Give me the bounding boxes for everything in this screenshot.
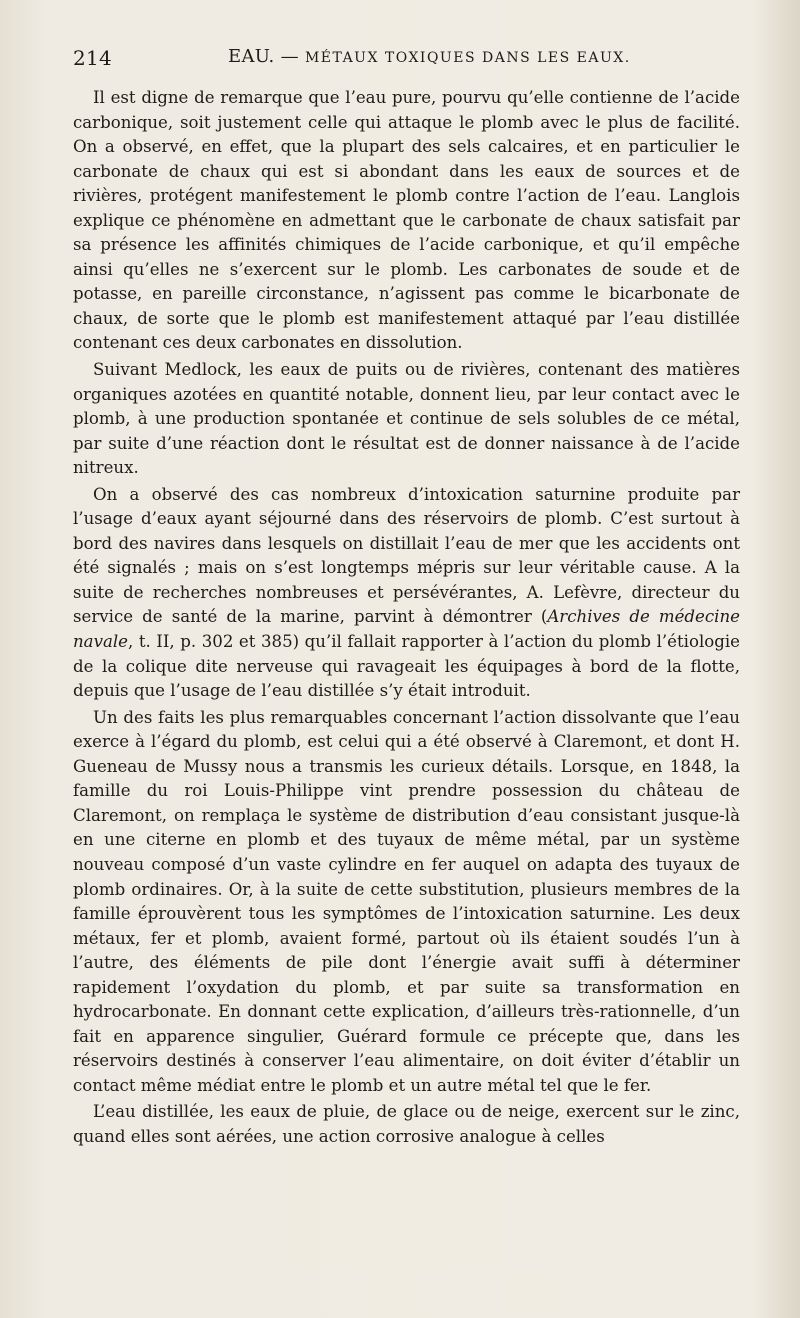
paragraph-carbonic-acid: Il est digne de remarque que l’eau pure, pourvu qu’elle contienne de l’acide carbonique, soit justement celle qui attaque le plomb avec le plus de facilité. On a observé, en effet, que la plupart des sels calcaires, et en particulier le carbonate de chaux qui est si abondant dans les eaux de sources et de rivières, protégent manifestement le plomb contre l’action de l’eau. Langlois explique ce phénomène en admettant que le carbonate de chaux satisfait par sa présence les affinités chimiques de l’acide carbonique, et qu’il empêche ainsi qu’elles ne s’exercent sur le plomb. Les carbonates de soude et de potasse, en pareille circonstance, n’agissent pas comme le bicarbonate de chaux, de sorte que le plomb est manifestement attaqué par l’eau distillée contenant ces deux carbonates en dissolution. [73,88,740,353]
paragraph-zinc: L’eau distillée, les eaux de pluie, de glace ou de neige, exercent sur le zinc, quand elles sont aérées, une action corrosive analogue à celles [73,1102,740,1146]
paragraph-claremont: Un des faits les plus remarquables concernant l’action dissolvante que l’eau exerce à l’égard du plomb, est celui qui a été observé à Claremont, et dont H. Gueneau de Mussy nous a transmis les curieux détails. Lorsque, en 1848, la famille du roi Louis-Philippe vint prendre possession du château de Claremont, on remplaça le système de distribution d’eau consistant jusque-là en une citerne en plomb et des tuyaux de même métal, par un système nouveau composé d’un vaste cylindre en fer auquel on adapta des tuyaux de plomb ordinaires. Or, à la suite de cette substitution, plusieurs membres de la famille éprouvèrent tous les symptômes de l’intoxication saturnine. Les deux métaux, fer et plomb, avaient formé, partout où ils étaient soudés l’un à l’autre, des éléments de pile dont l’énergie avait suffi à déterminer rapidement l’oxydation du plomb, et par suite sa transformation en hydrocarbonate. En donnant cette explication, d’ailleurs très-rationnelle, d’un fait en apparence singulier, Guérard formule ce précepte que, dans les réservoirs destinés à conserver l’eau alimentaire, on doit éviter d’établir un contact même médiat entre le plomb et un autre métal tel que le fer. [73,707,740,1095]
paragraph-part: On a observé des cas nombreux d’intoxication saturnine produite par l’usage d’eaux ayant séjourné dans des réservoirs de plomb. C’est surtout à bord des navires dans lesquels on distillait l’eau de mer que les accidents ont été signalés ; mais on s’est longtemps mépris sur leur véritable cause. A la suite de recherches nombreuses et persévérantes, A. Lefèvre, directeur du service de santé de la marine, parvint à démontrer ( [73,484,740,627]
paragraph-saturnine-intoxication [73,483,740,704]
paragraph-medlock: Suivant Medlock, les eaux de puits ou de rivières, contenant des matières organiques azotées en quantité notable, donnent lieu, par leur contact avec le plomb, à une production spontanée et continue de sels solubles de ce métal, par suite d’une réaction dont le résultat est de donner naissance à de l’acide nitreux. [73,360,740,478]
body-text [73,86,740,1150]
running-title-sub: MÉTAUX TOXIQUES DANS LES EAUX. [304,50,631,66]
page-number: 214 [73,46,113,70]
running-title-main: EAU. — [228,46,299,67]
citation-title: Archives de médecine navale [73,607,740,652]
running-title [228,46,631,67]
paragraph-part: , t. II, p. 302 et 385) qu’il fallait rapporter à l’action du plomb l’étiologie de la colique dite nerveuse qui ravageait les équipages à bord de la flotte, depuis que l’usage de l’eau distillée s’y était introduit. [73,632,740,701]
running-head [73,42,740,72]
